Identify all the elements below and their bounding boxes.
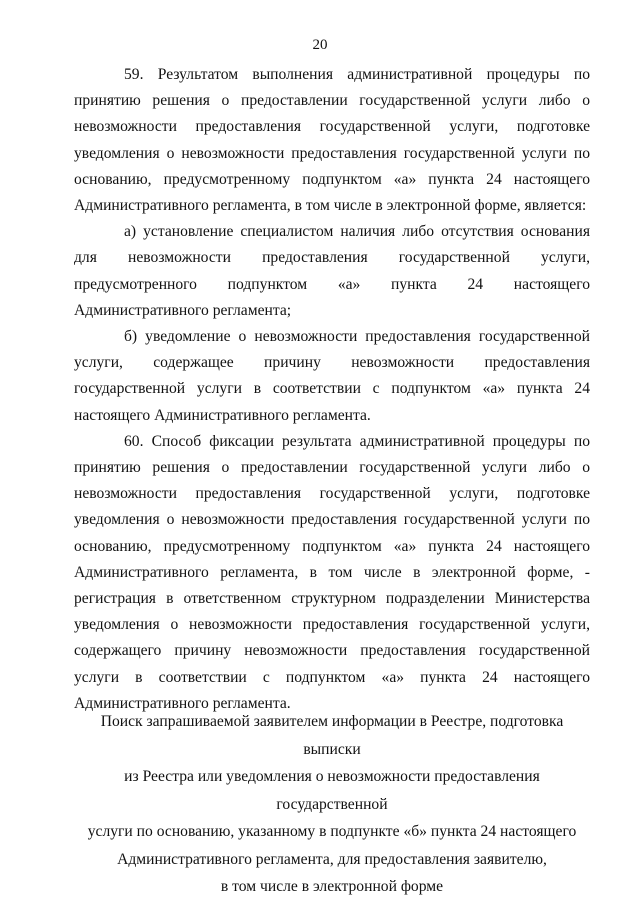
paragraph-60: 60. Способ фиксации результата административной процедуры по принятию решения о предоставлении государственной услуги либо о невозможности предоставления государственной услуги, подготовке уведомления о невозможности предоставления государственной услуги по основанию, предусмотренному подпунктом «а» пункта 24 настоящего Административного регламента, в том числе в электронной форме, - регистрация в ответственном структурном подразделении Министерства уведомления о невозможности предоставления государственной услуги, содержащего причину невозможности предоставления государственной услуги в соответствии с подпунктом «а» пункта 24 настоящего Административного регламента. <box>74 432 590 712</box>
paragraph-59-item-b: б) уведомление о невозможности предоставления государственной услуги, содержащее причину невозможности предоставления государственной услуги в соответствии с подпунктом «а» пункта 24 настоящего Административного регламента. <box>74 328 590 424</box>
paragraph-59-item-a: а) установление специалистом наличия либо отсутствия основания для невозможности предоставления государственной услуги, предусмотренного подпунктом «а» пункта 24 настоящего Административного регламента; <box>74 223 590 319</box>
paragraph-59: 59. Результатом выполнения административной процедуры по принятию решения о предоставлении государственной услуги либо о невозможности предоставления государственной услуги, подготовке уведомления о невозможности предоставления государственной услуги по основанию, предусмотренному подпунктом «а» пункта 24 настоящего Административного регламента, в том числе в электронной форме, является: <box>74 66 590 215</box>
section-heading-line: из Реестра или уведомления о невозможности предоставления государственной <box>124 768 540 813</box>
section-heading-line: услуги по основанию, указанному в подпункте «б» пункта 24 настоящего <box>87 823 577 840</box>
section-heading-line: Административного регламента, для предоставления заявителю, <box>117 850 547 868</box>
document-body <box>74 62 590 717</box>
section-heading <box>74 708 590 901</box>
page-number: 20 <box>312 37 328 53</box>
section-heading-line: Поиск запрашиваемой заявителем информации в Реестре, подготовка выписки <box>100 713 564 758</box>
section-heading-line: в том числе в электронной форме <box>220 878 444 895</box>
